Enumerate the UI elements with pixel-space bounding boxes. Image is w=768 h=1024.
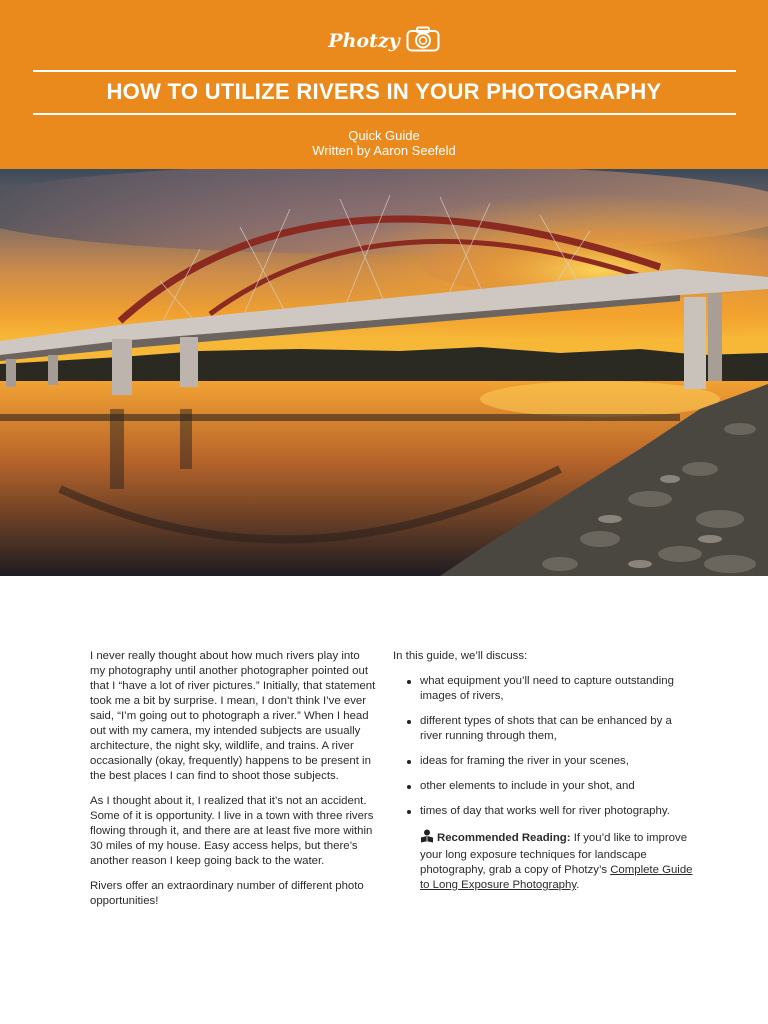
topic-list: [393, 674, 693, 819]
list-item-text: times of day that works well for river photography.: [420, 805, 670, 817]
bullet-icon: [407, 810, 411, 814]
guide-overview-column: [393, 649, 693, 893]
photzy-logo[interactable]: [0, 24, 768, 58]
long-exposure-guide-link[interactable]: Complete Guide to Long Exposure Photography: [420, 864, 693, 891]
page-title: HOW TO UTILIZE RIVERS IN YOUR PHOTOGRAPHY: [106, 79, 662, 104]
logo-text: Photzy: [328, 30, 400, 52]
header-rule-top: [33, 70, 736, 72]
camera-icon: [406, 26, 440, 57]
list-item: [393, 804, 693, 819]
list-item: [393, 674, 693, 704]
guide-type: Quick Guide: [348, 128, 420, 143]
recommended-end: .: [576, 879, 580, 891]
recommended-text: If you’d like to improve your long exposure techniques for landscape photography, grab a copy of Photzy’s: [420, 832, 688, 876]
list-item-text: what equipment you’ll need to capture outstanding images of rivers,: [420, 675, 674, 702]
list-item-text: different types of shots that can be enhanced by a river running through them,: [420, 715, 672, 742]
author-line: Written by Aaron Seefeld: [312, 143, 456, 158]
header-rule-bottom: [33, 113, 736, 115]
recommended-label: Recommended Reading:: [437, 832, 571, 844]
intro-paragraph-3: Rivers offer an extraordinary number of different photo opportunities!: [90, 880, 364, 907]
intro-column: [90, 649, 378, 919]
intro-paragraph-2: As I thought about it, I realized that it’s not an accident. Some of it is opportunity. I live in a town with three rivers flowing through it, and there are at least five more within 30 miles of my house. Easy access helps, but there’s another reason I keep going back to the water.: [90, 795, 374, 867]
bullet-icon: [407, 680, 411, 684]
list-item: [393, 779, 693, 794]
overview-intro: In this guide, we’ll discuss:: [393, 650, 528, 662]
reader-icon: [420, 829, 434, 848]
bullet-icon: [407, 760, 411, 764]
intro-paragraph-1: I never really thought about how much rivers play into my photography until another photographer pointed out that I “have a lot of river pictures.” Initially, that statement took me a bit by surprise. I mean, I don’t think I’ve ever said, “I’m going out to photograph a river.” When I head out with my camera, my intended subjects are usually architecture, the night sky, wildlife, and trains. A river occasionally (okay, frequently) happens to be present in the best places I can find to shoot those subjects.: [90, 650, 376, 782]
list-item-text: other elements to include in your shot, and: [420, 780, 635, 792]
bullet-icon: [407, 720, 411, 724]
header-banner: [0, 0, 768, 169]
bridge-sunset-photo: [0, 169, 768, 576]
list-item: [393, 754, 693, 769]
recommended-reading: [393, 829, 693, 893]
bullet-icon: [407, 785, 411, 789]
list-item: [393, 714, 693, 744]
list-item-text: ideas for framing the river in your scenes,: [420, 755, 629, 767]
